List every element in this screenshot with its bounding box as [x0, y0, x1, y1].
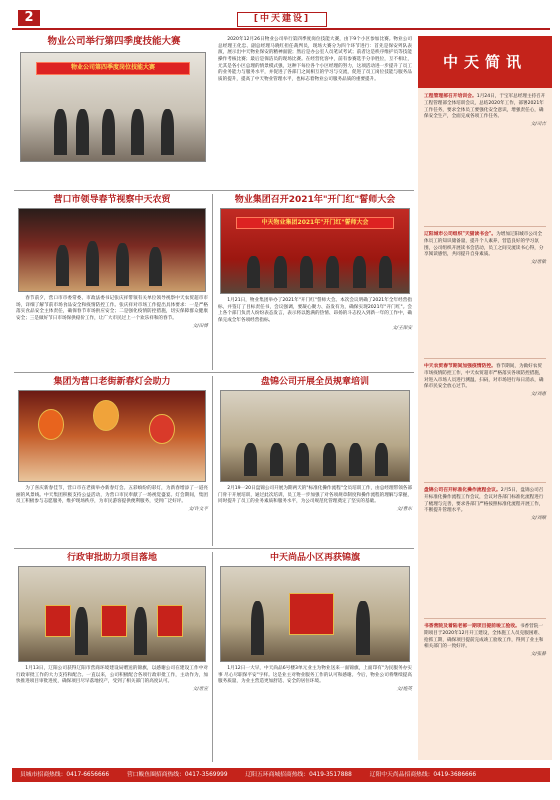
sidebar-item-byline: 文/刘惠 [530, 391, 546, 397]
footer-hotline: 辽阳五环商城招商热线：0419-3517888 [245, 772, 352, 778]
sidebar-divider [424, 358, 546, 359]
sidebar-item-title: 书香营院及着陆老部一期项目提前竣工验收。 [424, 624, 520, 629]
sidebar-item-body: 为增加辽阳城市公司全体员工的知识储备量，提升个人素养，营造良好的学习氛围，公司组织开展读书会活动，员工之间交流读书心得，分享阅读感悟，共同提升自身素质。 [424, 232, 544, 258]
article-title: 营口市领导春节视察中天农贸 [53, 195, 171, 205]
article-tongzhou-title-box [216, 376, 414, 388]
article-title: 盘锦公司开展全员规章培训 [260, 377, 369, 387]
sidebar-item-title: 辽阳城市公司组织"天猫读书会"。 [424, 232, 497, 237]
article-byline: 文/许文平 [188, 506, 208, 512]
article-byline: 文/王保安 [392, 325, 412, 331]
article-property-title-box [14, 36, 214, 48]
footer-hotline: 辽阳中天尚品招商热线：0419-3686666 [369, 772, 477, 778]
article-property [218, 37, 412, 84]
article-title: 行政审批助力项目落地 [66, 553, 157, 563]
header-divider [12, 28, 550, 30]
sidebar-item-byline: 文/司吉 [530, 121, 546, 127]
article-title: 集团为营口老街新春灯会助力 [53, 377, 171, 387]
article-body: 1月21日，物业集团举办了2021年"开门红"誓师大会。本次会议明确了2021年全年经营指标，并签订了目标责任书，会议强调，要凝心聚力、奋发有为，确保实现2021年"开门红"。会上各个部门负责人纷纷表态发言，表示将以饱满的热情、昂扬的斗志投入到新一年的工作中，确保完成全年各项经营指标。 [218, 298, 412, 323]
divider [14, 190, 414, 191]
news-brief-sidebar [418, 36, 552, 760]
divider [212, 194, 213, 370]
article-yingkou [16, 296, 208, 330]
photo-banner: 物业公司第四季度岗位技能大赛 [36, 62, 191, 75]
divider [14, 548, 414, 549]
page-number: 2 [18, 10, 40, 26]
photo-banner-award-2 [220, 566, 410, 662]
photo-banner-award-1 [18, 566, 206, 662]
section-title: [中天建设] [237, 12, 327, 27]
sidebar-item-byline: 文/张静 [530, 651, 546, 657]
article-byline: 文/施英 [396, 686, 412, 692]
sidebar-item-byline: 文/刘顺 [530, 515, 546, 521]
sidebar-item-body: 书香营院一期项目于2020年12月开工建设，全体施工人员克服困难、抢抓工期，确保项目提前完成竣工验收工作，得到了业主和相关部门的一致好评。 [424, 624, 544, 650]
photo-banner: 中天物业集团2021年"开门红"誓师大会 [236, 217, 394, 229]
article-xingzheng [16, 666, 208, 694]
sidebar-divider [424, 226, 546, 227]
article-title: 物业集团召开2021年"开门红"誓师大会 [234, 195, 396, 205]
article-zhongtian [218, 666, 412, 694]
divider [212, 376, 213, 546]
sidebar-item-title: 中天农贸春节期间加强疫情防控。 [424, 364, 496, 369]
footer-hotline: 营口鲅鱼圈招商热线：0417-3569999 [126, 772, 228, 778]
photo-lantern-festival [18, 390, 206, 482]
divider [14, 372, 414, 373]
article-byline: 文/唐宣 [192, 686, 208, 692]
photo-skills-contest [20, 52, 206, 162]
article-byline: 文/田博 [192, 323, 208, 329]
sidebar-title: 中天简讯 [418, 36, 552, 88]
footer-hotlines [12, 768, 550, 782]
article-body: 1月12日一大早，中天尚品6号楼3单元业主为物业送来一面锦旗，上面印有"为民服务办实事 尽心尽职保平安"字样。这是业主对物业服务工作的认可和感谢。今后，物业公司将继续提高服务质量，为业主营造更加舒适、安全的居住环境。 [218, 666, 412, 685]
article-body: 2020年12月26日物业公司举行第四季度岗位技能大赛，由下9个小区参加比赛。物业公司总经理王化忠、副总经理马晓红担任裁判员，现场大赛分为四个环节进行：首先是保安列队表演，展示出中天物业保安的精神面貌；然后是办公室人员笔试考试；前者这是秩序维护员等技能操作考核比赛；最后是保洁员的现场比赛。在经营化客中，前有参赛选手分争胜位，互不相让，尤其是各小区总理的情景模式强，这种下每位各个小区经理的努力，这项活动进一步提升了员工的业务能力与服务水平，并促进了各部门之间相互的学习与交流，促进了员工岗位技能与服务品质的提升，提高了中天物业管理水平，也标志着物业公司服务品质的重要提升。 [218, 37, 412, 82]
article-kaigong [218, 298, 412, 332]
article-tuanji-title-box [14, 376, 210, 388]
footer-hotline: 员城市招商热线：0417-6656666 [20, 772, 110, 778]
article-kaigong-title-box [216, 194, 414, 206]
article-xingzheng-title-box [14, 552, 210, 564]
sidebar-item-body: 春节期间，为做好农贸市场疫情防控工作，中天农贸超市严格落实各项防控措施，对进入市场人员进行测温、扫码，对市场进行每日消杀，确保市民安全放心过节。 [424, 364, 544, 390]
sidebar-item [424, 364, 546, 399]
sidebar-item-title: 盘锦公司召开标准化操作流程会议。 [424, 488, 501, 493]
sidebar-item [424, 94, 546, 129]
sidebar-item [424, 624, 546, 659]
article-title: 物业公司举行第四季度技能大赛 [47, 36, 181, 47]
article-body: 1月13日，辽阳公司获得辽阳市营商环境建设局赠送的锦旗，以感谢公司在建设工作中对行政审批工作的大力支持和配合。一直以来，公司积极配合各项行政审批工作，主动作为，加快推进项目审批进度，确保项目尽早落地投产，受到了相关部门的高度认可。 [16, 666, 208, 685]
article-zhongtian-title-box [216, 552, 414, 564]
article-body: 为了喜庆新春佳节，营口市在老街举办新春灯会。五彩缤纷的彩灯，为新春增添了一道亮丽的风景线。中天集团积极支持公益活动，为营口市民奉献了一场视觉盛宴。灯会期间，集团员工积极参与志愿服务，维护现场秩序，为市民游客提供便利服务，受到广泛好评。 [16, 486, 208, 505]
photo-training [220, 390, 410, 482]
sidebar-item-byline: 文/唐敏 [530, 259, 546, 265]
sidebar-item [424, 232, 546, 267]
article-body: 2月19一20日盘锦公司开展为期两天的"标准化操作流程"全员培训工作，由总经理带领各部门骨干开展培训，通过此次培训，员工进一步加强了对各项规章制度和操作流程的理解与掌握，同时提升了员工的业务素质和服务水平，为公司规范化管理奠定了坚实的基础。 [218, 486, 412, 505]
sidebar-item-body: 2月5日，盘锦公司召开标准化操作流程工作会议，会议对各部门标准化流程进行了梳理与完善，要求各部门严格按照标准化流程开展工作，不断提升管理水平。 [424, 488, 544, 514]
article-tuanji [16, 486, 208, 514]
article-body: 春节前夕，营口市市委常委、市政法委书记张庆祥带领有关单位领导视察中天农贸超市市场，详细了解节前市场食品安全和疫情防控工作。张庆祥对市场工作提出具体要求：一是严格落实食品安全主体责任，确保春节市场供应安全；二是强化疫情防控措施，切实保障群众健康安全；三是做好节日市场保供稳价工作，让广大市民过上一个欢乐祥和的春节。 [16, 296, 208, 321]
article-tongzhou [218, 486, 412, 514]
article-title: 中天尚品小区再获锦旗 [269, 553, 360, 563]
photo-market-visit [18, 208, 206, 292]
sidebar-divider [424, 618, 546, 619]
page-header [12, 8, 550, 32]
sidebar-item-title: 工程管理部召开培训会。 [424, 94, 477, 99]
article-yingkou-title-box [14, 194, 210, 206]
photo-rally [220, 208, 410, 294]
divider [212, 552, 213, 762]
sidebar-item [424, 488, 546, 523]
article-byline: 文/曹东 [396, 506, 412, 512]
sidebar-item-body: 1月24日，于宝军总经理主持召开工程管理部全体培训会议，总结2020年工作，部署2021年工作任务，要求全体员工要强化安全意识，增强责任心，确保安全生产，全面完成各项工作任务。 [424, 94, 546, 120]
sidebar-divider [424, 482, 546, 483]
